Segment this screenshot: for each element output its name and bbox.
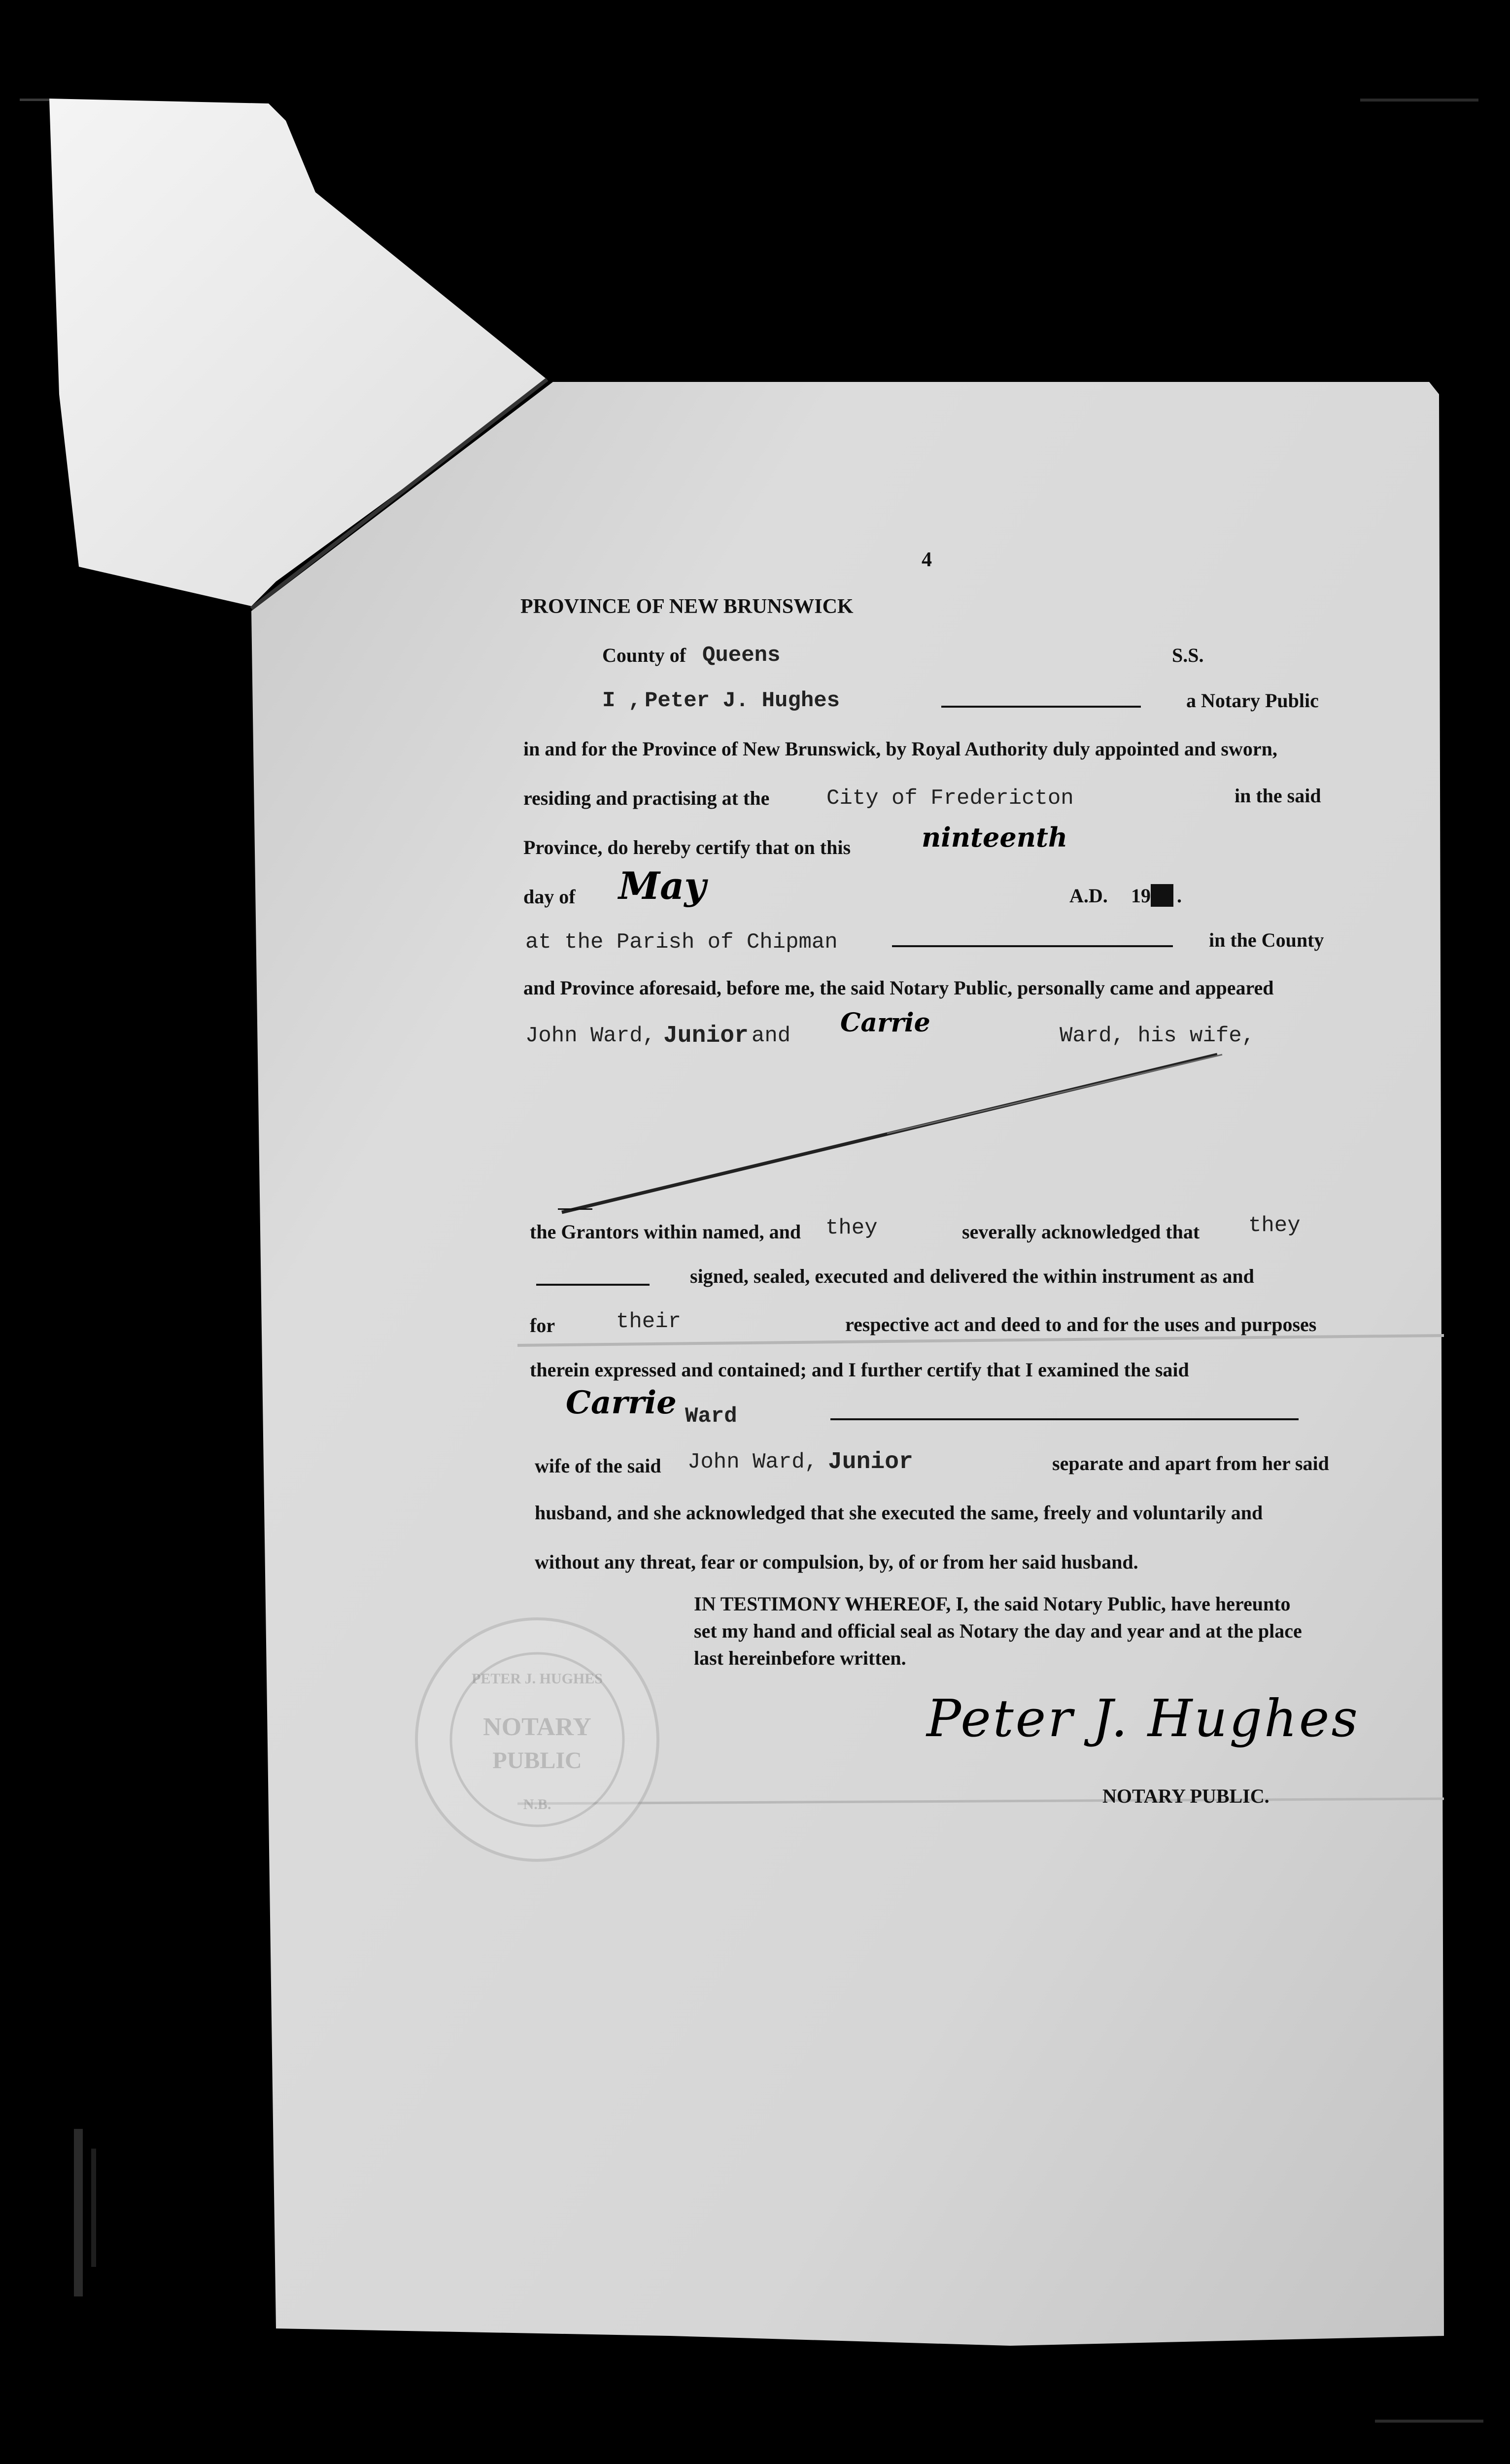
ss-label: S.S. (1172, 644, 1204, 666)
place-suffix: in the County (1209, 929, 1324, 951)
grantors-value-2: they (1248, 1213, 1301, 1238)
notary-public-label: NOTARY PUBLIC. (1102, 1785, 1270, 1807)
grantors-label: the Grantors within named, and (530, 1221, 801, 1243)
for-text: respective act and deed to and for the uses and purposes (845, 1313, 1317, 1335)
year-blot: 20 (1151, 883, 1173, 908)
grantor-carrie-handwritten: Carrie (840, 1008, 930, 1038)
grantors-top-rule (558, 1208, 592, 1210)
wife-first-handwritten: Carrie (566, 1384, 677, 1421)
place-underline (892, 945, 1173, 947)
appeared-line: and Province aforesaid, before me, the said Notary Public, personally came and appeared (523, 977, 1274, 999)
notary-prefix: I , (602, 688, 642, 713)
grantor-and: and (752, 1024, 791, 1048)
residing-suffix: in the said (1235, 785, 1321, 807)
seal-notary-text: NOTARY (483, 1713, 591, 1741)
grantors-value-1: they (825, 1216, 878, 1240)
seal-top-text: PETER J. HUGHES (472, 1671, 603, 1687)
ad-label: A.D. (1069, 885, 1108, 907)
notary-name: Peter J. Hughes (645, 688, 840, 713)
year-value: 19 (1131, 885, 1151, 907)
certify-label: Province, do hereby certify that on this (523, 836, 851, 858)
examined-line: therein expressed and contained; and I further certify that I examined the said (530, 1359, 1189, 1381)
testimony-line-3: last hereinbefore written. (694, 1647, 906, 1669)
county-value: Queens (702, 643, 781, 668)
wife-of-junior: Junior (828, 1449, 913, 1475)
place-value: at the Parish of Chipman (525, 930, 838, 955)
grantor-name-1: John Ward, (525, 1024, 656, 1048)
seal-text-group (444, 1661, 631, 1823)
wife-name-underline (830, 1418, 1299, 1420)
county-label: County of (602, 644, 686, 666)
wife-of-suffix: separate and apart from her said (1052, 1452, 1329, 1474)
husband-line: husband, and she acknowledged that she executed the same, freely and voluntarily and (535, 1502, 1263, 1524)
signed-blank-line (536, 1284, 650, 1286)
signed-line: signed, sealed, executed and delivered the within instrument as and (690, 1265, 1254, 1287)
certify-day-handwritten: ninteenth (922, 821, 1068, 853)
seal-public-text: PUBLIC (492, 1747, 582, 1774)
province-line: in and for the Province of New Brunswick, by Royal Authority duly appointed and sworn, (523, 738, 1277, 760)
grantor-name-2: Ward, his wife, (1060, 1024, 1255, 1048)
year-period: . (1177, 885, 1182, 907)
residing-label: residing and practising at the (523, 787, 770, 809)
province-heading: PROVINCE OF NEW BRUNSWICK (520, 595, 854, 618)
seal-bottom-text: N.B. (523, 1796, 551, 1813)
wife-of-value: John Ward, (687, 1450, 818, 1474)
page-number: 4 (922, 548, 932, 571)
month-handwritten: May (618, 864, 706, 908)
residing-value: City of Fredericton (826, 786, 1074, 811)
notary-signature: Peter J. Hughes (927, 1688, 1360, 1748)
grantor-name-junior: Junior (663, 1023, 749, 1049)
notary-name-underline (941, 706, 1141, 708)
for-value: their (616, 1309, 682, 1334)
day-of-label: day of (523, 886, 576, 908)
notary-role: a Notary Public (1186, 689, 1319, 712)
testimony-line-2: set my hand and official seal as Notary the day and year and at the place (694, 1620, 1302, 1642)
wife-last: Ward (685, 1404, 737, 1429)
grantors-mid: severally acknowledged that (962, 1221, 1200, 1243)
testimony-line-1: IN TESTIMONY WHEREOF, I, the said Notary Public, have hereunto (694, 1593, 1291, 1615)
for-label: for (530, 1314, 555, 1336)
threat-line: without any threat, fear or compulsion, by, of or from her said husband. (535, 1551, 1138, 1573)
wife-of-label: wife of the said (535, 1455, 661, 1477)
